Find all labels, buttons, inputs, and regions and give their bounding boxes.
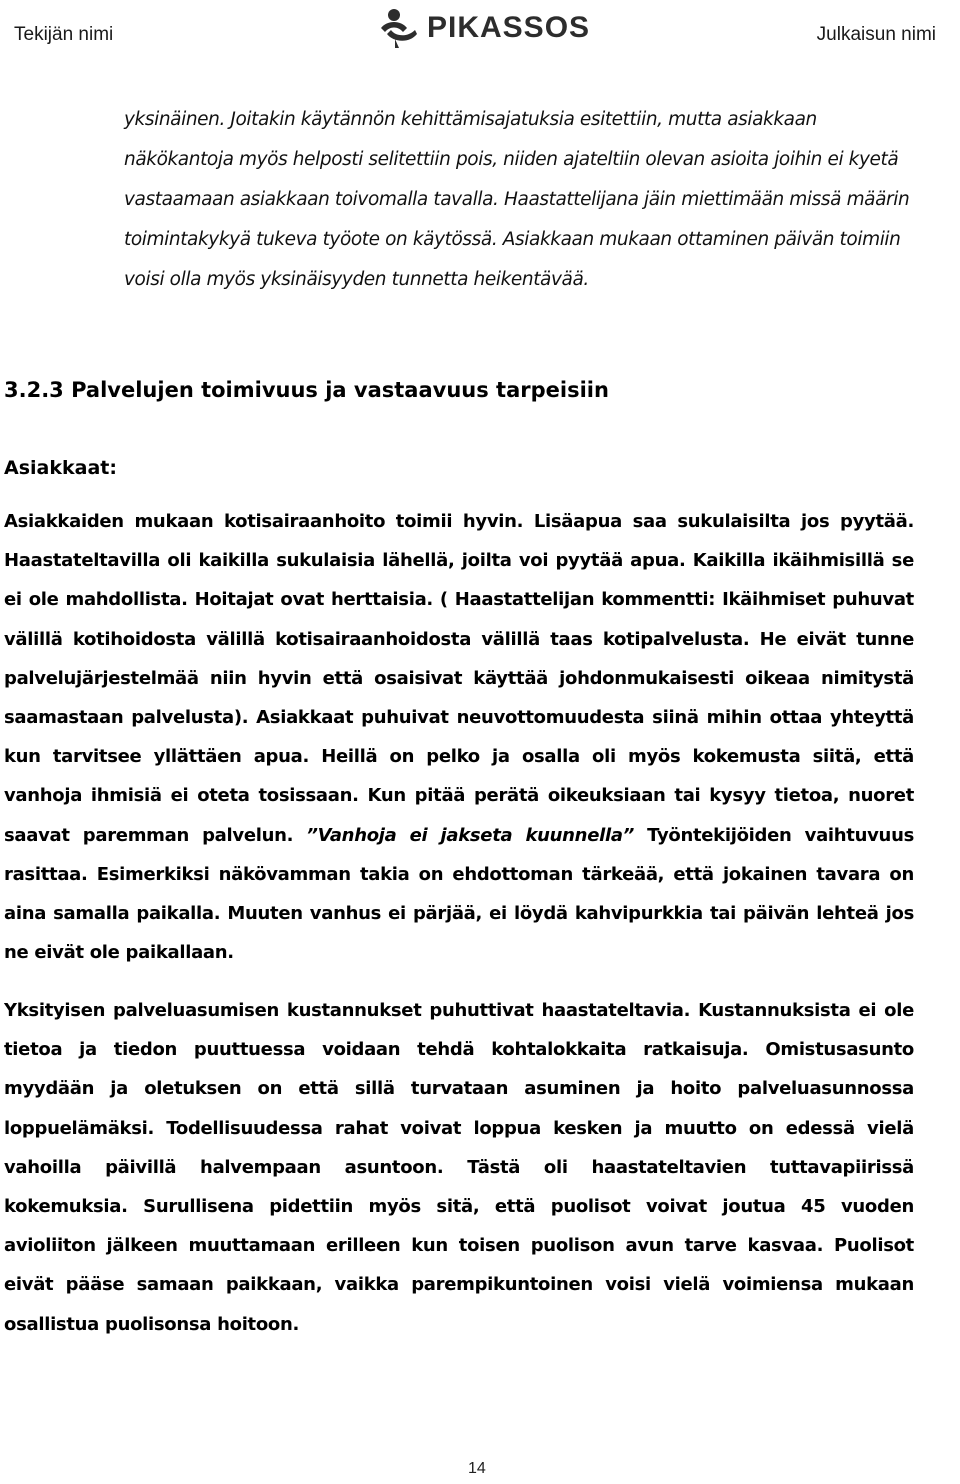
body-paragraph-1	[4, 502, 914, 972]
italic-paragraph: yksinäinen. Joitakin käytännön kehittämisajatuksia esitettiin, mutta asiakkaan näkökantoja myös helposti selitettiin pois, niiden ajateltiin olevan asioita joihin ei kyetä vastaamaan asiakkaan toivomalla tavalla. Haastattelijana jäin miettimään missä määrin toimintakykyä tukeva työote on käytössä. Asiakkaan mukaan ottaminen päivän toimiin voisi olla myös yksinäisyyden tunnetta heikentävää.	[124, 109, 910, 290]
section-title: 3.2.3 Palvelujen toimivuus ja vastaavuus tarpeisiin	[4, 378, 609, 402]
pikassos-logo	[377, 4, 590, 52]
paragraph-1-part-a: Asiakkaiden mukaan kotisairaanhoito toimii hyvin. Lisäapua saa sukulaisilta jos pyytää. Haastateltavilla oli kaikilla sukulaisia lähellä, joilta voi pyytää apua. Kaikilla ikäihmisillä se ei ole mahdollista. Hoitajat ovat herttaisia. ( Haastattelijan kommentti: Ikäihmiset puhuvat välillä kotihoidosta välillä kotisairaanhoidosta välillä taas kotipalvelusta. He eivät tunne palvelujärjestelmää niin hyvin että osaisivat käyttää johdonmukaisesti oikeaa nimitystä saamastaan palvelusta). Asiakkaat puhuivat neuvottomuudesta siinä mihin ottaa yhteyttä kun tarvitsee yllättäen apua. Heillä on pelko ja osalla oli myös kokemusta siitä, että vanhoja ihmisiä ei oteta tosissaan. Kun pitää perätä oikeuksiaan tai kysyy tietoa, nuoret saavat paremman palvelun.	[4, 511, 914, 846]
paragraph-1-text	[4, 502, 914, 972]
publication-name: Julkaisun nimi	[816, 24, 936, 45]
pikassos-logo-icon	[377, 6, 421, 50]
subheading-asiakkaat: Asiakkaat:	[4, 457, 117, 479]
paragraph-2-text: Yksityisen palveluasumisen kustannukset puhuttivat haastateltavia. Kustannuksista ei ole tietoa ja tiedon puuttuessa voidaan tehdä kohtalokkaita ratkaisuja. Omistusasunto myydään ja oletuksen on että sillä turvataan asuminen ja hoito palveluasunnossa loppuelämäksi. Todellisuudessa rahat voivat loppua kesken ja muutto on edessä vielä vahoilla päivillä halvempaan asuntoon. Tästä oli haastateltavien tuttavapiirissä kokemuksia. Surullisena pidettiin myös sitä, että puolisot voivat joutua 45 vuoden avioliiton jälkeen muuttamaan erilleen kun toisen puolison avun tarve kasvaa. Puolisot eivät pääse samaan paikkaan, vaikka parempikuntoinen voisi vielä voimiensa mukaan osallistua puolisonsa hoitoon.	[4, 1000, 914, 1335]
page-header	[0, 0, 960, 80]
author-name: Tekijän nimi	[14, 24, 114, 45]
paragraph-1-quote: ”Vanhoja ei jakseta kuunnella”	[306, 824, 634, 846]
page-number: 14	[468, 1460, 486, 1477]
body-paragraph-2	[4, 991, 914, 1344]
italic-paragraph-block	[124, 100, 916, 300]
paragraph-1-part-b: Työntekijöiden vaihtuvuus rasittaa. Esimerkiksi näkövamman takia on ehdottoman tärkeää, että jokainen tavara on aina samalla paikalla. Muuten vanhus ei pärjää, ei löydä kahvipurkkia tai päivän lehteä jos ne eivät ole paikallaan.	[4, 824, 915, 964]
logo-text: PIKASSOS	[427, 11, 591, 44]
